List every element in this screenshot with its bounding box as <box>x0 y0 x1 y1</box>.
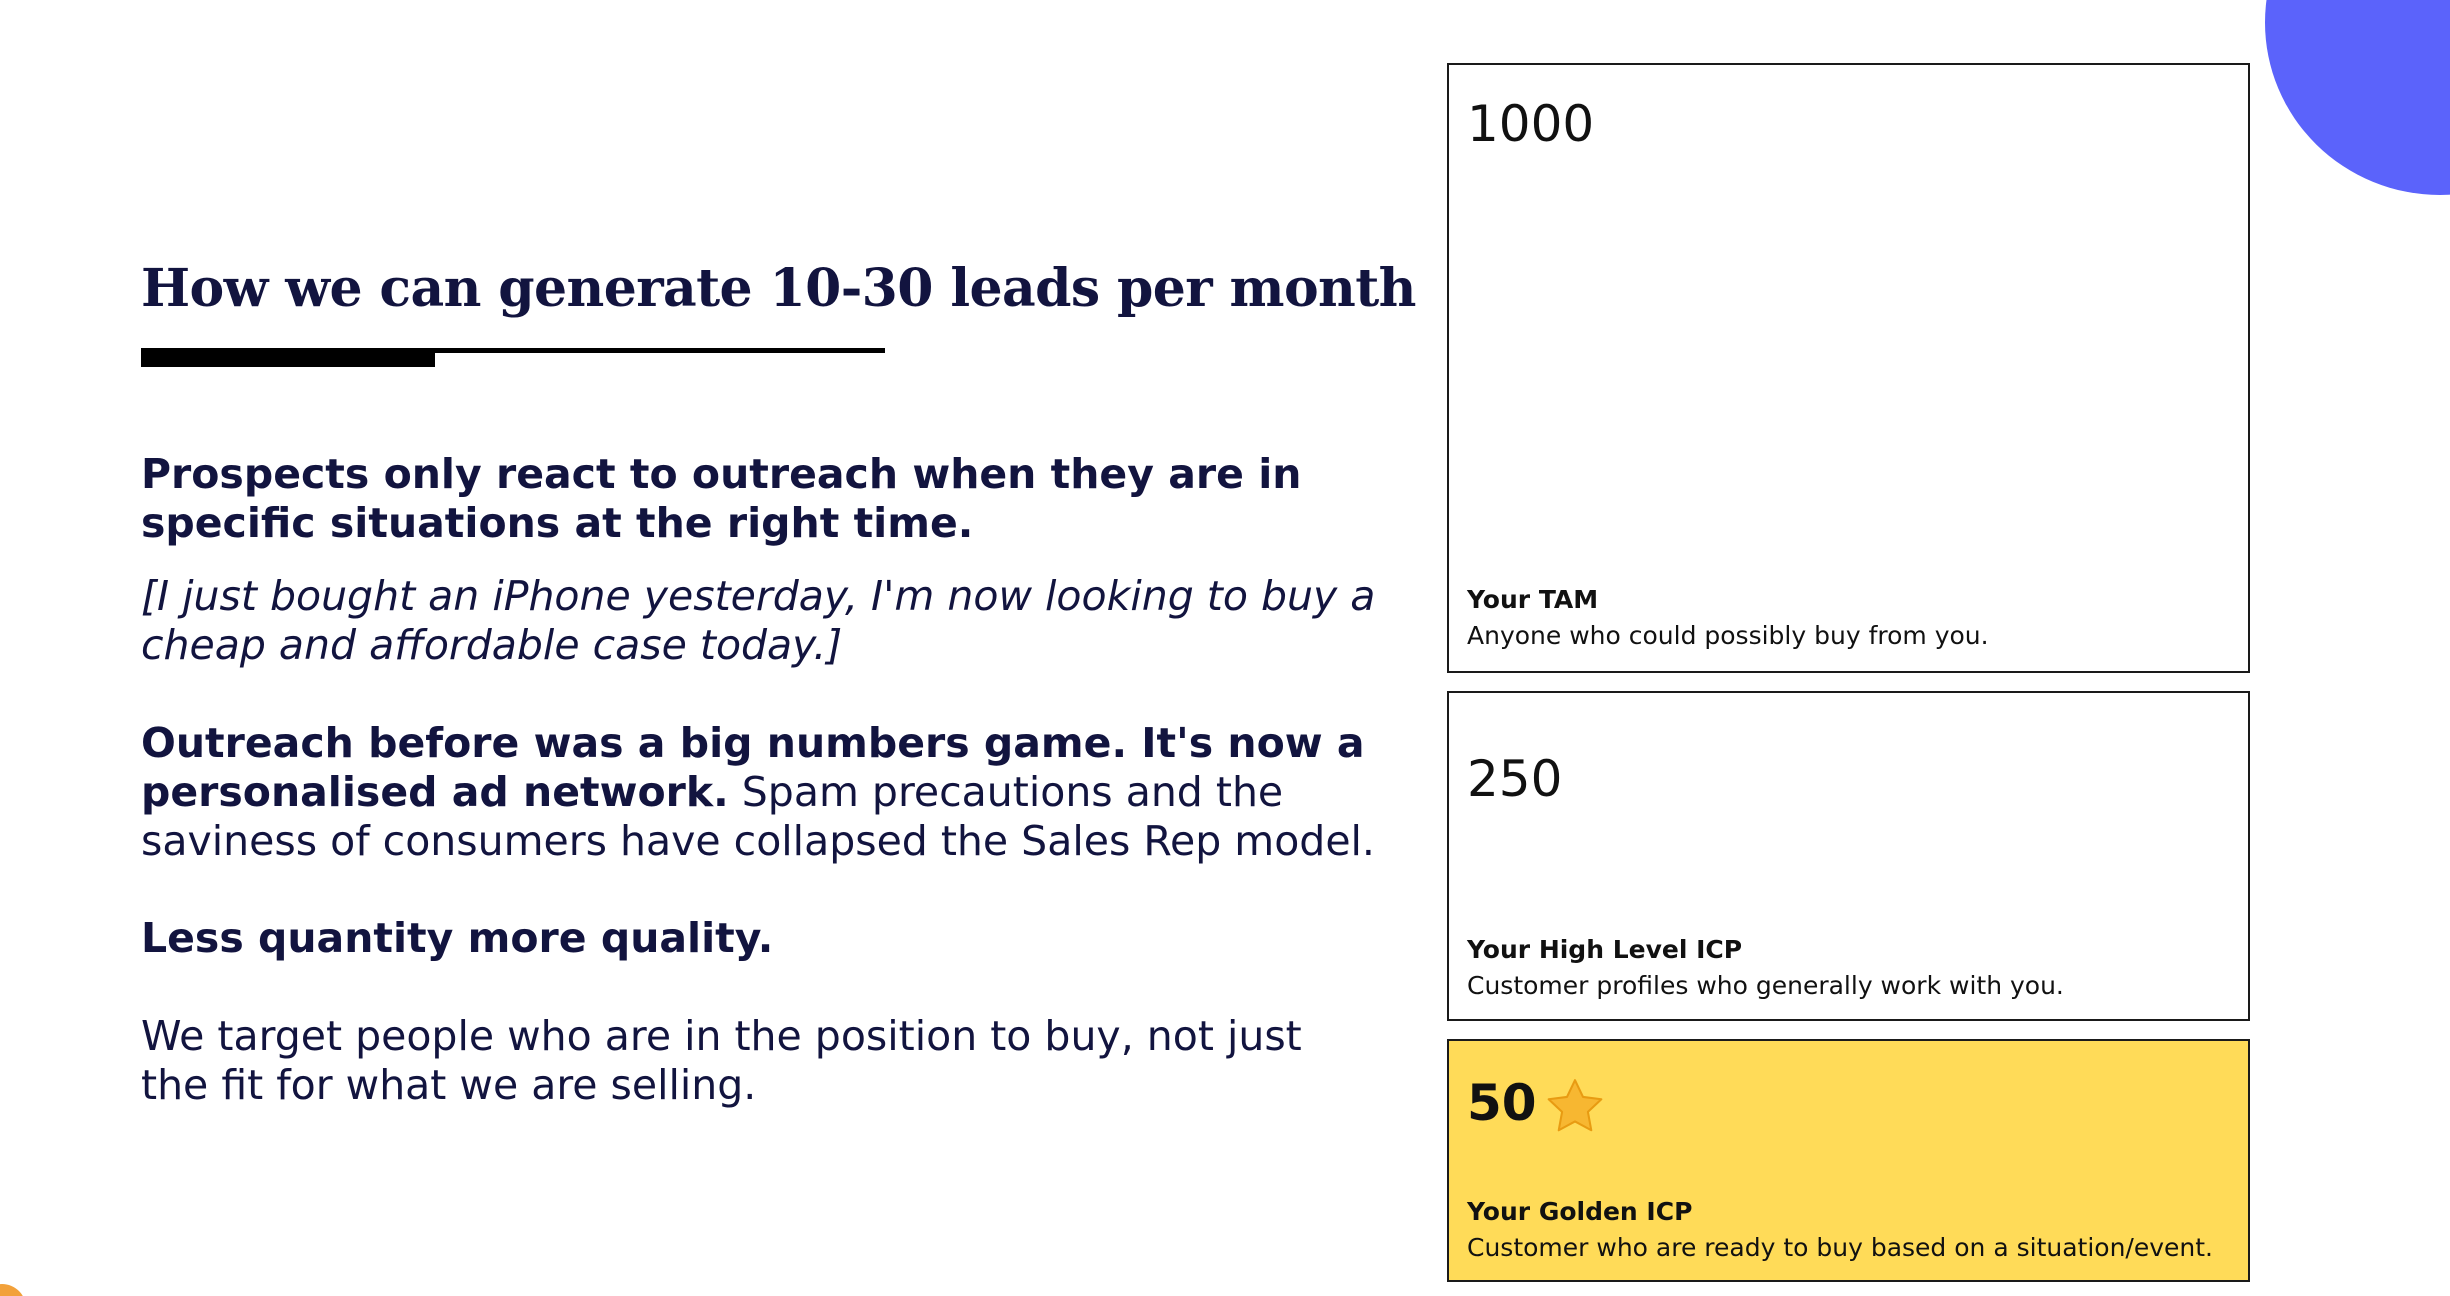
high-level-icp-card <box>1447 691 2250 1021</box>
tam-description: Anyone who could possibly buy from you. <box>1467 621 1989 650</box>
golden-icp-number: 50 <box>1467 1074 1537 1132</box>
paragraph-outreach-rest: Spam precautions and the saviness of consumers have collapsed the Sales Rep model. <box>141 768 1375 865</box>
golden-icp-card <box>1447 1039 2250 1282</box>
high-level-icp-label: Your High Level ICP <box>1467 935 1743 964</box>
paragraph-example: [I just bought an iPhone yesterday, I'm now looking to buy a cheap and affordable case today.] <box>141 572 1376 669</box>
paragraph-situations: Prospects only react to outreach when they are in specific situations at the right time. <box>141 450 1302 547</box>
golden-icp-label: Your Golden ICP <box>1467 1197 1693 1226</box>
slide-title: How we can generate 10-30 leads per month <box>141 258 1416 319</box>
golden-icp-description: Customer who are ready to buy based on a situation/event. <box>1467 1233 2213 1262</box>
corner-dot <box>0 1284 26 1296</box>
high-level-icp-number: 250 <box>1467 750 1563 808</box>
tam-label: Your TAM <box>1467 585 1599 614</box>
paragraph-quality: Less quantity more quality. <box>141 914 774 962</box>
paragraph-outreach-bold: Outreach before was a big numbers game. It's now a personalised ad network. <box>141 719 1365 816</box>
high-level-icp-description: Customer profiles who generally work with you. <box>1467 971 2064 1000</box>
decorative-blob <box>2265 0 2450 195</box>
paragraph-outreach <box>141 719 1381 866</box>
star-icon <box>1544 1076 1606 1138</box>
title-underline-accent <box>141 351 435 367</box>
tam-number: 1000 <box>1467 95 1595 153</box>
paragraph-target: We target people who are in the position to buy, not just the fit for what we are selling. <box>141 1012 1302 1109</box>
tam-card <box>1447 63 2250 673</box>
